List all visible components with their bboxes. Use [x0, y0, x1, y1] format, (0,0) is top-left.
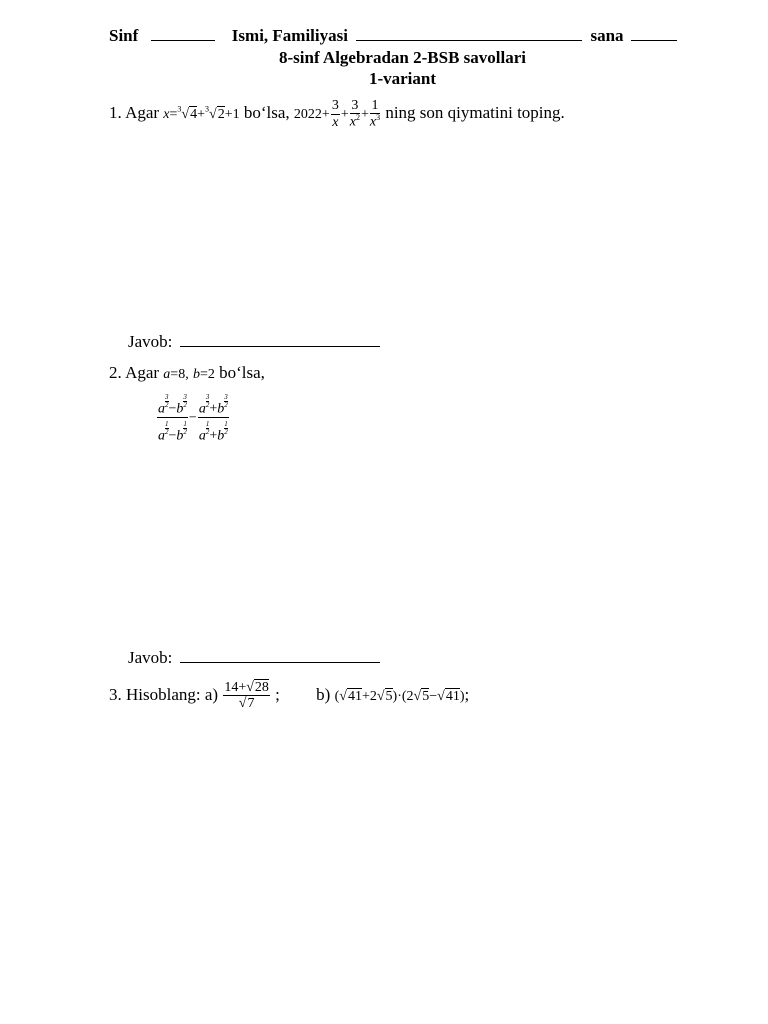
answer-1-blank[interactable]: [180, 346, 380, 347]
q1-prefix: Agar: [125, 103, 160, 123]
q1-number: 1.: [109, 103, 122, 123]
q1-var: x: [163, 107, 170, 123]
q2-b-val: =2: [199, 367, 215, 382]
answer-2: [128, 648, 380, 668]
q1-frac-b: $\frac{3}{x^2}$: [349, 98, 360, 131]
question-2: [109, 363, 265, 383]
q2-a-val: =8,: [170, 367, 189, 382]
q2-expression: a $\frac{3}{2}$ −b $\frac{3}{2}$ a $\frac{1}{2}$ −b $\frac{1}{2}$ − a $\frac{3}{2}$ +b $\frac{3}{2}$ a $\frac{1}{2}$ +b $\frac{1}{2}$: [158, 393, 228, 444]
title-line2: 1-variant: [368, 69, 437, 88]
sinf-label: Sinf: [109, 26, 139, 45]
q2-prefix: Agar: [125, 363, 160, 382]
answer-2-label: Javob:: [128, 648, 173, 667]
q2-b-var: b: [192, 367, 200, 382]
q1-suffix: ning son qiymatini toping.: [385, 103, 565, 123]
q2-number: 2.: [109, 363, 122, 382]
q2-a-var: a: [163, 367, 171, 382]
title-line1: 8-sinf Algebradan 2-BSB savollari: [278, 48, 526, 67]
q2-frac-right: a $\frac{3}{2}$ +b $\frac{3}{2}$ a $\frac{1}{2}$ +b $\frac{1}{2}$: [198, 393, 228, 444]
q1-plus-one: +1: [224, 107, 240, 123]
name-label: Ismi, Familiyasi: [231, 26, 348, 45]
sinf-blank: [151, 40, 215, 41]
q1-root-index-b: 3: [205, 104, 210, 114]
answer-2-blank[interactable]: [180, 662, 380, 663]
date-label: sana: [590, 26, 624, 45]
q1-eq: =: [169, 107, 178, 123]
header-row: [109, 26, 677, 46]
date-blank: [631, 40, 677, 41]
q3-sep: ;: [275, 684, 280, 704]
answer-1-label: Javob:: [128, 332, 173, 351]
q1-radicand-b: 2: [217, 107, 225, 123]
q1-condition: bo‘lsa,: [243, 103, 290, 123]
q3-b-end: ;: [464, 684, 470, 704]
name-blank: [356, 40, 582, 41]
question-3: [109, 680, 469, 712]
q3-b-label: b): [316, 684, 331, 704]
q2-condition: bo‘lsa,: [219, 363, 265, 382]
q3-frac-a: $\frac{14+√28}{√7}$: [224, 680, 269, 712]
q3-number: 3.: [109, 684, 122, 704]
question-1: 1. Agar x=$^3$√4+$^3$√2+1 bo‘lsa, 2022+ $\frac{3}{x}$ + $\frac{3}{x^2}$ + $\frac{1}{x^3}$ ning son qiymatini toping.: [109, 98, 565, 131]
q3-label: Hisoblang: a): [126, 684, 219, 704]
q2-frac-left: a $\frac{3}{2}$ −b $\frac{3}{2}$ a $\frac{1}{2}$ −b $\frac{1}{2}$: [158, 393, 187, 444]
q1-lead: 2022: [293, 107, 322, 123]
q1-frac-c: $\frac{1}{x^3}$: [369, 98, 381, 131]
q1-root-index-a: 3: [177, 104, 182, 114]
answer-1: [128, 332, 380, 352]
q1-frac-a: $\frac{3}{x}$: [331, 98, 339, 130]
q1-radicand-a: 4: [190, 107, 198, 123]
q3-b-expression: (√41+2√5)·(2√5−√41): [334, 688, 465, 704]
